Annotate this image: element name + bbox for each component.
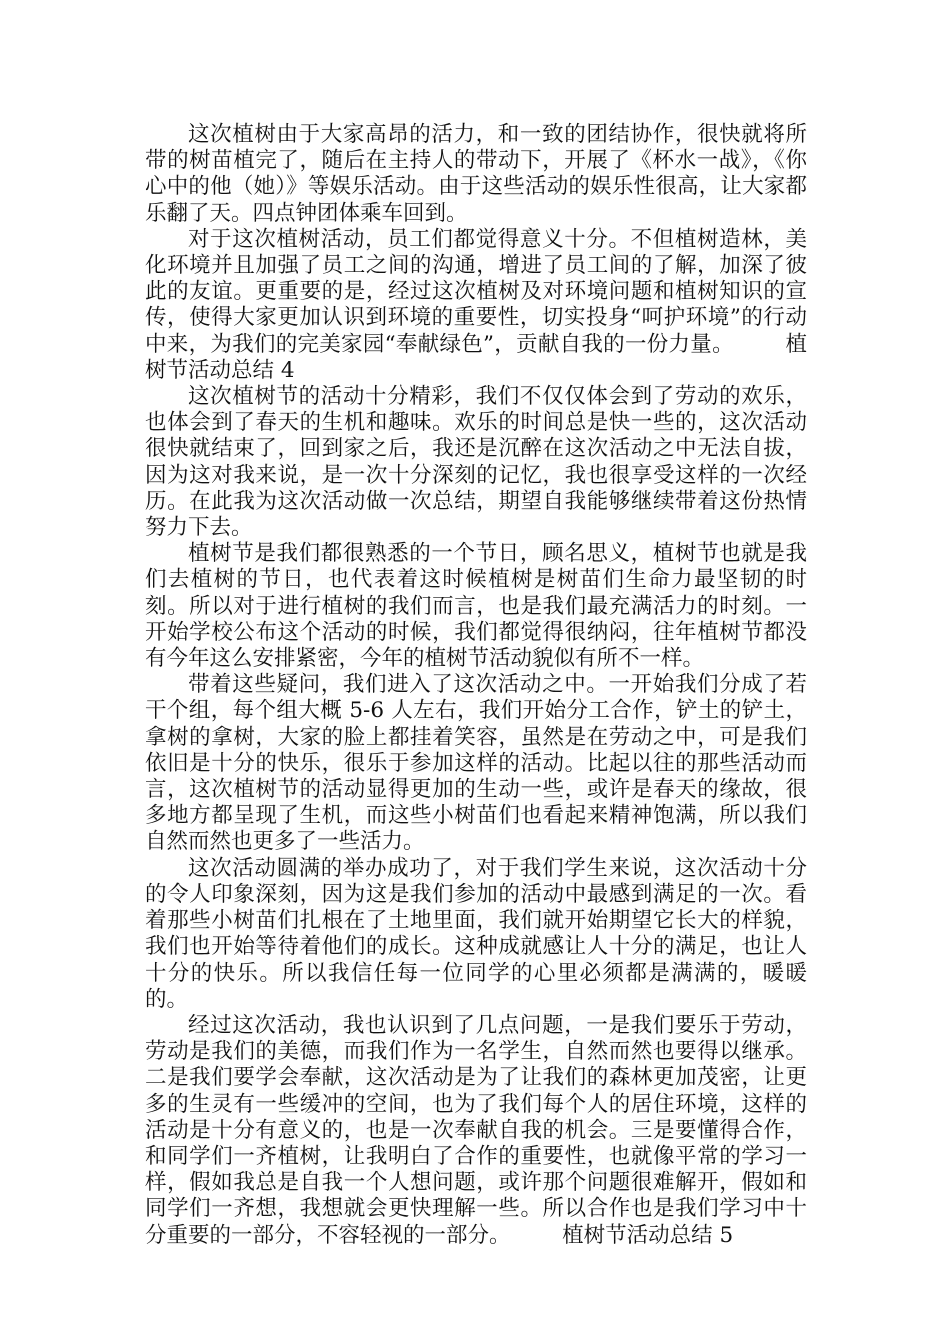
paragraph-5 bbox=[145, 672, 807, 855]
paragraph-text: 这次植树由于大家高昂的活力，和一致的团结协作，很快就将所带的树苗植完了，随后在主持人的带动下，开展了《杯水一战》，《你心中的他（她）》等娱乐活动。由于这些活动的娱乐性很高，让大家都乐翻了天。四点钟团体乘车回到。 bbox=[145, 122, 807, 226]
paragraph-1 bbox=[145, 122, 807, 227]
paragraph-text: 这次植树节的活动十分精彩，我们不仅仅体会到了劳动的欢乐，也体会到了春天的生机和趣味。欢乐的时间总是快一些的，这次活动很快就结束了，回到家之后，我还是沉醉在这次活动之中无法自拔，因为这对我来说，是一次十分深刻的记忆，我也很享受这样的一次经历。在此我为这次活动做一次总结，期望自我能够继续带着这份热情努力下去。 bbox=[145, 384, 807, 541]
paragraph-4 bbox=[145, 541, 807, 672]
paragraph-2 bbox=[145, 227, 807, 384]
paragraph-7 bbox=[145, 1013, 807, 1249]
section-heading-4: 植树节活动总结 4 bbox=[145, 331, 807, 383]
paragraph-text: 这次活动圆满的举办成功了，对于我们学生来说，这次活动十分的令人印象深刻，因为这是我们参加的活动中最感到满足的一次。看着那些小树苗们扎根在了土地里面，我们就开始期望它长大的样貌，我们也开始等待着他们的成长。这种成就感让人十分的满足，也让人十分的快乐。所以我信任每一位同学的心里必须都是满满的，暖暖的。 bbox=[145, 855, 807, 1012]
paragraph-3 bbox=[145, 384, 807, 541]
paragraph-text: 对于这次植树活动，员工们都觉得意义十分。不但植树造林，美化环境并且加强了员工之间的沟通，增进了员工间的了解，加深了彼此的友谊。更重要的是，经过这次植树及对环境问题和植树知识的宣传，使得大家更加认识到环境的重要性，切实投身“呵护环境”的行动中来，为我们的完美家园“奉献绿色”，贡献自我的一份力量。 bbox=[145, 226, 807, 357]
document-body bbox=[145, 122, 807, 1249]
paragraph-text: 经过这次活动，我也认识到了几点问题，一是我们要乐于劳动，劳动是我们的美德，而我们作为一名学生，自然而然也要得以继承。二是我们要学会奉献，这次活动是为了让我们的森林更加茂密，让更多的生灵有一些缓冲的空间，也为了我们每个人的居住环境，这样的活动是十分有意义的，也是一次奉献自我的机会。三是要懂得合作，和同学们一齐植树，让我明白了合作的重要性，也就像平常的学习一样，假如我总是自我一个人想问题，或许那个问题很难解开，假如和同学们一齐想，我想就会更快理解一些。所以合作也是我们学习中十分重要的一部分，不容轻视的一部分。 bbox=[145, 1012, 807, 1248]
paragraph-text: 植树节是我们都很熟悉的一个节日，顾名思义，植树节也就是我们去植树的节日，也代表着这时候植树是树苗们生命力最坚韧的时刻。所以对于进行植树的我们而言，也是我们最充满活力的时刻。一开始学校公布这个活动的时候，我们都觉得很纳闷，往年植树节都没有今年这么安排紧密，今年的植树节活动貌似有所不一样。 bbox=[145, 541, 807, 672]
paragraph-6 bbox=[145, 856, 807, 1013]
paragraph-text: 带着这些疑问，我们进入了这次活动之中。一开始我们分成了若干个组，每个组大概 5-6 人左右，我们开始分工合作，铲土的铲土，拿树的拿树，大家的脸上都挂着笑容，虽然是在劳动之中，可是我们依旧是十分的快乐，很乐于参加这样的活动。比起以往的那些活动而言，这次植树节的活动显得更加的生动一些，或许是春天的缘故，很多地方都呈现了生机，而这些小树苗们也看起来精神饱满，所以我们自然而然也更多了一些活力。 bbox=[145, 672, 807, 855]
section-heading-5: 植树节活动总结 5 bbox=[562, 1222, 734, 1248]
